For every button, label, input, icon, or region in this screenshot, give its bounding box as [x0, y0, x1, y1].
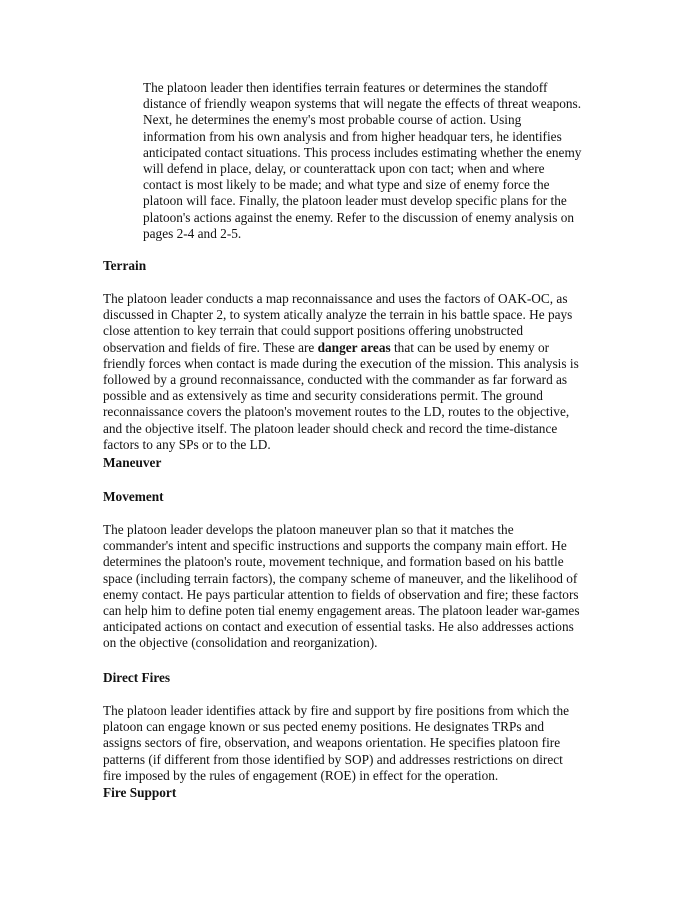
text-line: Next, he determines the enemy's most probable course of action. Using	[143, 112, 522, 128]
danger-areas-term: danger areas	[317, 339, 391, 355]
text-line: and the objective itself. The platoon leader should check and record the time-distance	[103, 420, 558, 436]
text-run: that can be used by enemy or	[390, 339, 550, 355]
text-line: followed by a ground reconnaissance, conducted with the commander as far forward as	[103, 372, 568, 388]
intro-paragraph	[143, 80, 623, 242]
text-line: anticipated actions on contact and execution of essential tasks. He also addresses actions	[103, 619, 574, 635]
text-line: distance of friendly weapon systems that will negate the effects of threat weapons.	[143, 96, 582, 112]
text-line: discussed in Chapter 2, to system atically analyze the terrain in his battle space. He pays	[103, 307, 573, 323]
text-line: contact is most likely to be made; and what type and size of enemy force the	[143, 177, 550, 193]
movement-heading: Movement	[103, 489, 164, 504]
text-run: observation and fields of fire. These are	[103, 339, 318, 355]
text-line: can help him to define poten tial enemy engagement areas. The platoon leader war-games	[103, 603, 580, 619]
text-line: possible and as extensively as time and security considerations permit. The ground	[103, 388, 543, 404]
maneuver-heading: Maneuver	[103, 455, 162, 470]
text-line: space (including terrain factors), the company scheme of maneuver, and the likelihood of	[103, 570, 578, 586]
text-line: The platoon leader then identifies terrain features or determines the standoff	[143, 80, 548, 95]
text-line: assigns sectors of fire, observation, and weapons orientation. He specifies platoon fire	[103, 735, 561, 751]
text-line: will defend in place, delay, or counterattack upon con tact; when and where	[143, 161, 545, 177]
text-line: information from his own analysis and from higher headquar ters, he identifies	[143, 128, 562, 144]
text-line: patterns (if different from those identified by SOP) and addresses restrictions on direct	[103, 751, 563, 767]
text-line: commander's intent and specific instructions and supports the company main effort. He	[103, 538, 567, 554]
terrain-heading: Terrain	[103, 258, 147, 273]
text-line: on the objective (consolidation and reorganization).	[103, 635, 378, 651]
fire-support-heading: Fire Support	[103, 785, 177, 800]
terrain-paragraph	[103, 291, 623, 453]
text-line: reconnaissance covers the platoon's movement routes to the LD, routes to the objective,	[103, 404, 570, 420]
text-line: close attention to key terrain that could support positions offering unobstructed	[103, 323, 523, 339]
text-line: platoon can engage known or sus pected enemy positions. He designates TRPs and	[103, 719, 545, 735]
text-line: fire imposed by the rules of engagement (ROE) in effect for the operation.	[103, 767, 499, 783]
movement-paragraph	[103, 522, 623, 652]
text-line	[103, 340, 623, 356]
text-line: The platoon leader develops the platoon maneuver plan so that it matches the	[103, 522, 514, 537]
text-line: platoon will face. Finally, the platoon leader must develop specific plans for the	[143, 193, 567, 209]
text-line: The platoon leader identifies attack by fire and support by fire positions from which the	[103, 703, 569, 718]
text-line: enemy contact. He pays particular attention to fields of observation and fire; these factors	[103, 586, 579, 602]
direct-fires-paragraph	[103, 703, 623, 784]
text-line: determines the platoon's route, movement technique, and formation based on his battle	[103, 554, 564, 570]
text-line: anticipated contact situations. This process includes estimating whether the enemy	[143, 144, 582, 160]
text-line: factors to any SPs or to the LD.	[103, 436, 271, 452]
text-line: pages 2-4 and 2-5.	[143, 225, 242, 241]
text-line: platoon's actions against the enemy. Refer to the discussion of enemy analysis on	[143, 209, 574, 225]
text-line: The platoon leader conducts a map reconnaissance and uses the factors of OAK-OC, as	[103, 291, 568, 306]
direct-fires-heading: Direct Fires	[103, 670, 171, 685]
text-line: friendly forces when contact is made during the execution of the mission. This analysis is	[103, 355, 579, 371]
